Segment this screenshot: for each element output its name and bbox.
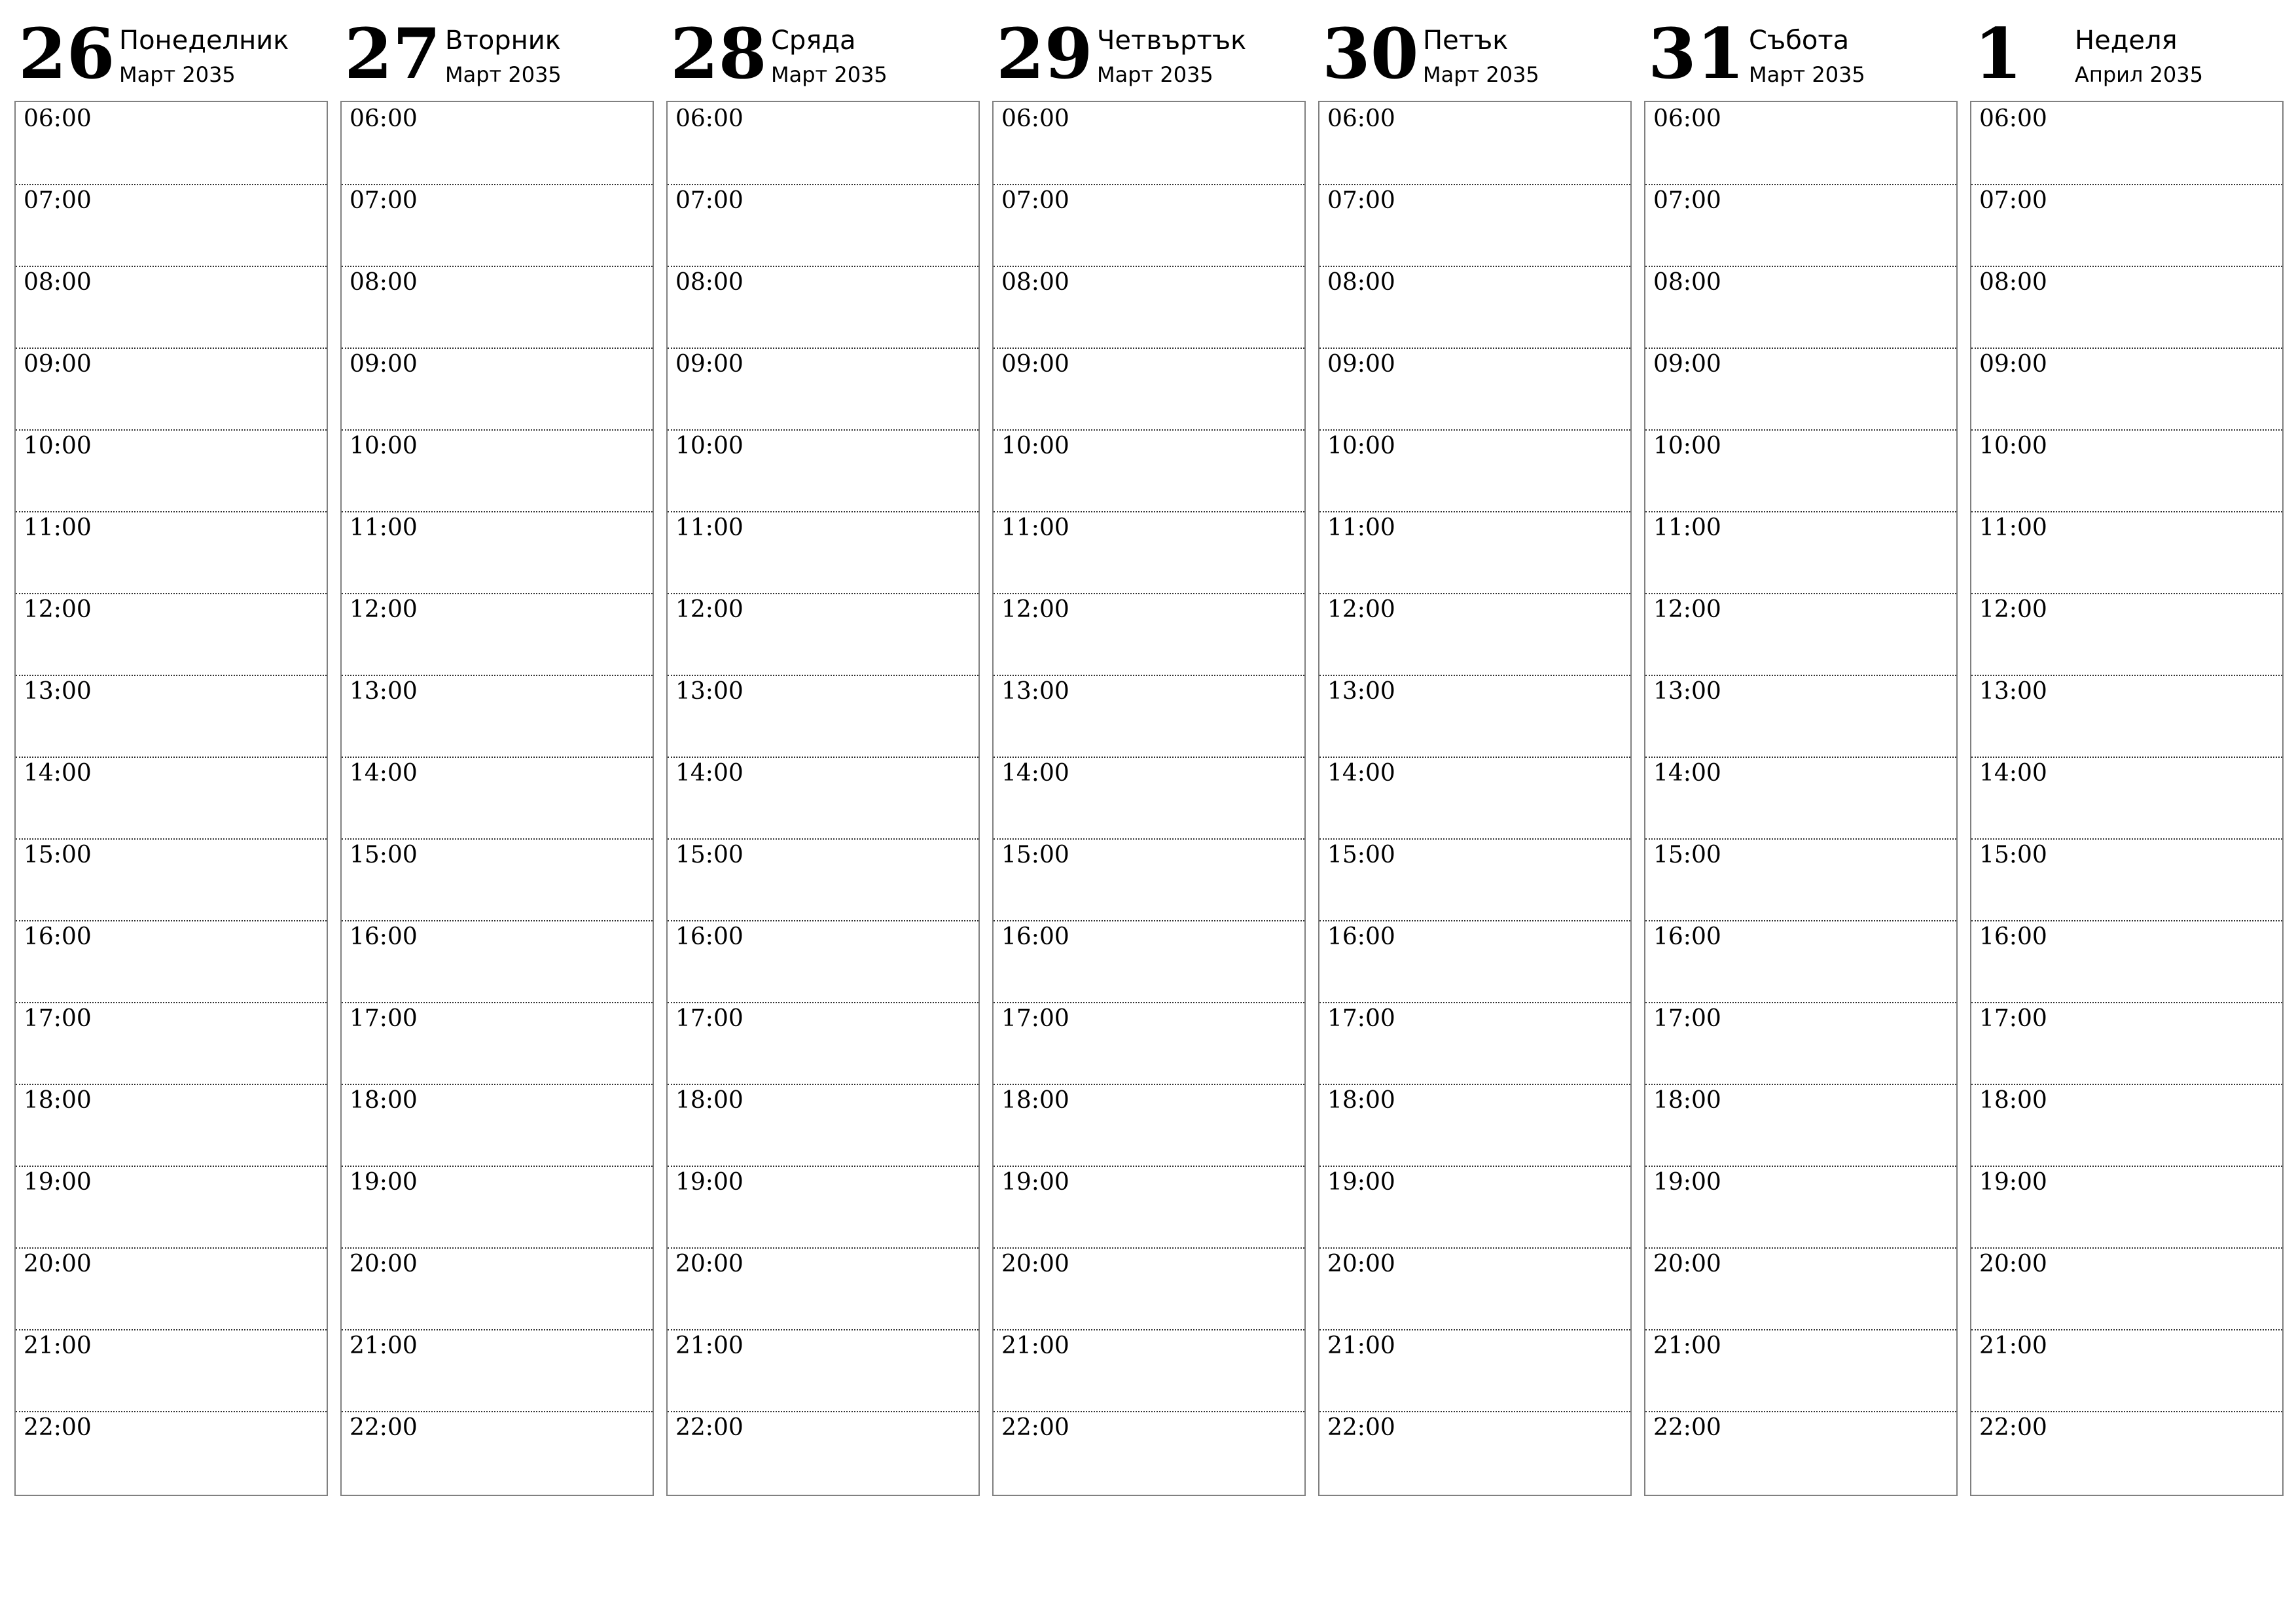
day-name: Понеделник xyxy=(119,26,289,56)
time-label: 22:00 xyxy=(675,1414,744,1441)
time-slot[interactable] xyxy=(1645,838,1956,921)
day-name: Неделя xyxy=(2075,26,2178,56)
time-slot[interactable] xyxy=(668,1411,978,1493)
time-slot[interactable] xyxy=(342,1166,653,1249)
time-label: 20:00 xyxy=(1001,1251,1069,1277)
time-slot[interactable] xyxy=(342,184,653,267)
time-label: 16:00 xyxy=(350,923,418,950)
time-label: 06:00 xyxy=(1001,105,1069,132)
time-label: 19:00 xyxy=(675,1169,744,1196)
day-column xyxy=(14,0,328,1505)
time-slot[interactable] xyxy=(1971,429,2282,512)
time-label: 18:00 xyxy=(24,1087,92,1114)
time-slot[interactable] xyxy=(994,266,1304,349)
time-slot[interactable] xyxy=(1971,1084,2282,1167)
time-slot[interactable] xyxy=(1971,266,2282,349)
day-number: 26 xyxy=(18,12,115,94)
time-slot[interactable] xyxy=(16,184,327,267)
time-label: 21:00 xyxy=(675,1332,744,1359)
time-label: 15:00 xyxy=(1653,842,1721,868)
time-label: 06:00 xyxy=(1327,105,1395,132)
time-slot[interactable] xyxy=(16,1166,327,1249)
time-slot[interactable] xyxy=(1319,757,1630,840)
time-label: 11:00 xyxy=(675,514,744,541)
day-month: Март 2035 xyxy=(1749,62,1865,87)
time-slot[interactable] xyxy=(342,1084,653,1167)
time-label: 09:00 xyxy=(24,351,92,378)
time-slot[interactable] xyxy=(1319,1329,1630,1412)
time-slot[interactable] xyxy=(342,266,653,349)
time-label: 17:00 xyxy=(675,1005,744,1032)
day-month: Март 2035 xyxy=(771,62,888,87)
time-slot[interactable] xyxy=(668,593,978,676)
time-slot[interactable] xyxy=(668,757,978,840)
day-month: Март 2035 xyxy=(1097,62,1213,87)
time-slot[interactable] xyxy=(1971,838,2282,921)
time-label: 13:00 xyxy=(1979,678,2047,705)
time-label: 11:00 xyxy=(350,514,418,541)
time-label: 15:00 xyxy=(350,842,418,868)
day-column xyxy=(1644,0,1958,1505)
time-slot[interactable] xyxy=(342,757,653,840)
time-slot[interactable] xyxy=(668,1166,978,1249)
time-slot[interactable] xyxy=(342,675,653,758)
time-slot[interactable] xyxy=(16,1084,327,1167)
time-slot[interactable] xyxy=(342,593,653,676)
time-slot[interactable] xyxy=(994,593,1304,676)
time-slot[interactable] xyxy=(1319,184,1630,267)
time-slot[interactable] xyxy=(1319,593,1630,676)
hourly-grid xyxy=(1644,101,1958,1496)
time-label: 11:00 xyxy=(24,514,92,541)
time-slot[interactable] xyxy=(1971,511,2282,594)
time-label: 21:00 xyxy=(350,1332,418,1359)
time-label: 12:00 xyxy=(1653,596,1721,623)
time-slot[interactable] xyxy=(16,1329,327,1412)
time-label: 08:00 xyxy=(350,269,418,296)
time-label: 22:00 xyxy=(1979,1414,2047,1441)
time-label: 10:00 xyxy=(675,433,744,459)
time-slot[interactable] xyxy=(668,1329,978,1412)
time-label: 08:00 xyxy=(24,269,92,296)
time-label: 10:00 xyxy=(24,433,92,459)
day-header xyxy=(340,0,654,98)
time-slot[interactable] xyxy=(1971,1166,2282,1249)
time-label: 13:00 xyxy=(1001,678,1069,705)
hourly-grid xyxy=(340,101,654,1496)
time-slot[interactable] xyxy=(1971,102,2282,185)
time-label: 21:00 xyxy=(1327,1332,1395,1359)
hourly-grid xyxy=(14,101,328,1496)
time-label: 11:00 xyxy=(1979,514,2047,541)
time-slot[interactable] xyxy=(994,1002,1304,1085)
time-slot[interactable] xyxy=(1645,920,1956,1003)
time-label: 13:00 xyxy=(675,678,744,705)
time-label: 15:00 xyxy=(24,842,92,868)
time-slot[interactable] xyxy=(1645,429,1956,512)
day-number: 1 xyxy=(1974,12,2022,94)
time-slot[interactable] xyxy=(16,348,327,431)
day-number: 31 xyxy=(1648,12,1745,94)
time-slot[interactable] xyxy=(1971,675,2282,758)
time-slot[interactable] xyxy=(16,593,327,676)
time-label: 07:00 xyxy=(675,187,744,214)
time-label: 10:00 xyxy=(1653,433,1721,459)
day-number: 30 xyxy=(1322,12,1419,94)
time-label: 18:00 xyxy=(1001,1087,1069,1114)
time-slot[interactable] xyxy=(1319,1002,1630,1085)
time-label: 18:00 xyxy=(1653,1087,1721,1114)
time-label: 08:00 xyxy=(1327,269,1395,296)
time-label: 12:00 xyxy=(24,596,92,623)
time-label: 22:00 xyxy=(24,1414,92,1441)
day-number: 27 xyxy=(344,12,441,94)
time-label: 22:00 xyxy=(1001,1414,1069,1441)
day-header xyxy=(14,0,328,98)
time-slot[interactable] xyxy=(16,102,327,185)
time-slot[interactable] xyxy=(342,1002,653,1085)
time-slot[interactable] xyxy=(1319,511,1630,594)
time-slot[interactable] xyxy=(994,920,1304,1003)
time-label: 07:00 xyxy=(1653,187,1721,214)
time-slot[interactable] xyxy=(16,1411,327,1493)
time-label: 12:00 xyxy=(1979,596,2047,623)
time-slot[interactable] xyxy=(1645,1247,1956,1330)
time-label: 09:00 xyxy=(350,351,418,378)
time-slot[interactable] xyxy=(994,838,1304,921)
day-column xyxy=(1318,0,1632,1505)
time-slot[interactable] xyxy=(1319,1411,1630,1493)
time-label: 18:00 xyxy=(1979,1087,2047,1114)
time-slot[interactable] xyxy=(994,348,1304,431)
time-slot[interactable] xyxy=(342,511,653,594)
time-slot[interactable] xyxy=(342,1247,653,1330)
day-header xyxy=(1970,0,2284,98)
time-label: 17:00 xyxy=(350,1005,418,1032)
time-label: 12:00 xyxy=(350,596,418,623)
hourly-grid xyxy=(1970,101,2284,1496)
time-slot[interactable] xyxy=(1645,348,1956,431)
time-slot[interactable] xyxy=(16,1247,327,1330)
time-slot[interactable] xyxy=(668,920,978,1003)
time-slot[interactable] xyxy=(1645,1084,1956,1167)
time-slot[interactable] xyxy=(668,184,978,267)
time-label: 09:00 xyxy=(1653,351,1721,378)
day-month: Март 2035 xyxy=(119,62,236,87)
time-slot[interactable] xyxy=(342,102,653,185)
day-header xyxy=(666,0,980,98)
time-label: 16:00 xyxy=(1979,923,2047,950)
time-slot[interactable] xyxy=(1319,920,1630,1003)
time-slot[interactable] xyxy=(1971,1329,2282,1412)
time-label: 08:00 xyxy=(1979,269,2047,296)
day-header xyxy=(992,0,1306,98)
day-number: 29 xyxy=(996,12,1093,94)
time-label: 06:00 xyxy=(1979,105,2047,132)
time-label: 09:00 xyxy=(1979,351,2047,378)
time-label: 19:00 xyxy=(1001,1169,1069,1196)
time-label: 06:00 xyxy=(350,105,418,132)
time-slot[interactable] xyxy=(1971,1247,2282,1330)
time-slot[interactable] xyxy=(1319,1166,1630,1249)
time-slot[interactable] xyxy=(1645,1002,1956,1085)
time-label: 07:00 xyxy=(1979,187,2047,214)
time-slot[interactable] xyxy=(1971,757,2282,840)
time-label: 07:00 xyxy=(24,187,92,214)
time-label: 19:00 xyxy=(1653,1169,1721,1196)
time-slot[interactable] xyxy=(994,102,1304,185)
time-slot[interactable] xyxy=(1319,1247,1630,1330)
time-label: 06:00 xyxy=(1653,105,1721,132)
time-slot[interactable] xyxy=(994,184,1304,267)
time-slot[interactable] xyxy=(668,675,978,758)
time-label: 09:00 xyxy=(1001,351,1069,378)
time-label: 12:00 xyxy=(675,596,744,623)
time-slot[interactable] xyxy=(668,1084,978,1167)
time-slot[interactable] xyxy=(994,511,1304,594)
time-slot[interactable] xyxy=(668,266,978,349)
time-slot[interactable] xyxy=(342,429,653,512)
time-label: 21:00 xyxy=(1653,1332,1721,1359)
time-slot[interactable] xyxy=(1645,757,1956,840)
time-label: 15:00 xyxy=(675,842,744,868)
time-label: 14:00 xyxy=(1327,760,1395,787)
time-label: 21:00 xyxy=(1001,1332,1069,1359)
time-slot[interactable] xyxy=(994,429,1304,512)
time-label: 18:00 xyxy=(675,1087,744,1114)
time-label: 20:00 xyxy=(1327,1251,1395,1277)
time-label: 13:00 xyxy=(1327,678,1395,705)
day-column xyxy=(340,0,654,1505)
time-slot[interactable] xyxy=(668,102,978,185)
time-label: 17:00 xyxy=(1979,1005,2047,1032)
time-label: 07:00 xyxy=(350,187,418,214)
time-label: 15:00 xyxy=(1001,842,1069,868)
time-label: 17:00 xyxy=(24,1005,92,1032)
time-label: 06:00 xyxy=(24,105,92,132)
time-label: 14:00 xyxy=(1001,760,1069,787)
day-name: Вторник xyxy=(445,26,561,56)
time-slot[interactable] xyxy=(994,757,1304,840)
time-slot[interactable] xyxy=(1645,1411,1956,1493)
time-slot[interactable] xyxy=(16,675,327,758)
day-name: Четвъртък xyxy=(1097,26,1247,56)
time-slot[interactable] xyxy=(1645,1166,1956,1249)
time-label: 13:00 xyxy=(1653,678,1721,705)
day-month: Март 2035 xyxy=(445,62,562,87)
time-slot[interactable] xyxy=(1319,266,1630,349)
time-label: 17:00 xyxy=(1327,1005,1395,1032)
time-slot[interactable] xyxy=(1971,1002,2282,1085)
time-slot[interactable] xyxy=(668,348,978,431)
time-label: 17:00 xyxy=(1653,1005,1721,1032)
time-slot[interactable] xyxy=(668,1002,978,1085)
time-label: 19:00 xyxy=(24,1169,92,1196)
time-label: 12:00 xyxy=(1001,596,1069,623)
time-slot[interactable] xyxy=(994,675,1304,758)
time-label: 22:00 xyxy=(1653,1414,1721,1441)
time-label: 20:00 xyxy=(1979,1251,2047,1277)
time-label: 18:00 xyxy=(350,1087,418,1114)
time-label: 14:00 xyxy=(24,760,92,787)
time-slot[interactable] xyxy=(1971,184,2282,267)
time-label: 16:00 xyxy=(1653,923,1721,950)
hourly-grid xyxy=(666,101,980,1496)
day-number: 28 xyxy=(670,12,767,94)
day-month: Април 2035 xyxy=(2075,62,2203,87)
time-slot[interactable] xyxy=(994,1166,1304,1249)
time-slot[interactable] xyxy=(994,1411,1304,1493)
time-slot[interactable] xyxy=(1319,348,1630,431)
time-label: 11:00 xyxy=(1001,514,1069,541)
time-label: 12:00 xyxy=(1327,596,1395,623)
time-slot[interactable] xyxy=(1971,348,2282,431)
time-label: 07:00 xyxy=(1001,187,1069,214)
hourly-grid xyxy=(1318,101,1632,1496)
day-column xyxy=(1970,0,2284,1505)
day-name: Петък xyxy=(1423,26,1509,56)
day-column xyxy=(992,0,1306,1505)
day-header xyxy=(1644,0,1958,98)
time-slot[interactable] xyxy=(16,838,327,921)
time-slot[interactable] xyxy=(1319,429,1630,512)
time-label: 14:00 xyxy=(350,760,418,787)
time-label: 10:00 xyxy=(1327,433,1395,459)
time-label: 17:00 xyxy=(1001,1005,1069,1032)
time-slot[interactable] xyxy=(16,920,327,1003)
time-slot[interactable] xyxy=(1645,266,1956,349)
day-header xyxy=(1318,0,1632,98)
time-label: 13:00 xyxy=(350,678,418,705)
time-slot[interactable] xyxy=(342,1411,653,1493)
time-label: 13:00 xyxy=(24,678,92,705)
time-label: 11:00 xyxy=(1327,514,1395,541)
time-slot[interactable] xyxy=(1971,1411,2282,1493)
time-label: 16:00 xyxy=(1327,923,1395,950)
day-month: Март 2035 xyxy=(1423,62,1539,87)
time-slot[interactable] xyxy=(1971,920,2282,1003)
time-slot[interactable] xyxy=(16,429,327,512)
time-slot[interactable] xyxy=(1319,675,1630,758)
time-label: 08:00 xyxy=(1001,269,1069,296)
time-label: 07:00 xyxy=(1327,187,1395,214)
time-label: 18:00 xyxy=(1327,1087,1395,1114)
day-name: Сряда xyxy=(771,26,856,56)
hourly-grid xyxy=(992,101,1306,1496)
time-slot[interactable] xyxy=(1319,838,1630,921)
time-label: 11:00 xyxy=(1653,514,1721,541)
time-slot[interactable] xyxy=(1319,1084,1630,1167)
time-slot[interactable] xyxy=(994,1084,1304,1167)
time-slot[interactable] xyxy=(1645,593,1956,676)
time-slot[interactable] xyxy=(994,1247,1304,1330)
time-label: 09:00 xyxy=(675,351,744,378)
time-slot[interactable] xyxy=(342,838,653,921)
time-slot[interactable] xyxy=(16,266,327,349)
time-label: 16:00 xyxy=(24,923,92,950)
time-label: 16:00 xyxy=(675,923,744,950)
day-column xyxy=(666,0,980,1505)
time-slot[interactable] xyxy=(668,838,978,921)
time-label: 10:00 xyxy=(350,433,418,459)
time-slot[interactable] xyxy=(1645,511,1956,594)
time-slot[interactable] xyxy=(1319,102,1630,185)
time-label: 08:00 xyxy=(675,269,744,296)
time-label: 20:00 xyxy=(350,1251,418,1277)
time-slot[interactable] xyxy=(668,1247,978,1330)
time-label: 19:00 xyxy=(1979,1169,2047,1196)
time-label: 19:00 xyxy=(350,1169,418,1196)
time-slot[interactable] xyxy=(1645,675,1956,758)
time-label: 14:00 xyxy=(1653,760,1721,787)
time-label: 09:00 xyxy=(1327,351,1395,378)
time-label: 15:00 xyxy=(1327,842,1395,868)
time-label: 10:00 xyxy=(1001,433,1069,459)
time-slot[interactable] xyxy=(1645,102,1956,185)
time-label: 21:00 xyxy=(1979,1332,2047,1359)
time-label: 10:00 xyxy=(1979,433,2047,459)
time-slot[interactable] xyxy=(342,348,653,431)
time-label: 06:00 xyxy=(675,105,744,132)
time-label: 15:00 xyxy=(1979,842,2047,868)
time-label: 22:00 xyxy=(1327,1414,1395,1441)
time-slot[interactable] xyxy=(16,511,327,594)
time-label: 20:00 xyxy=(24,1251,92,1277)
time-slot[interactable] xyxy=(16,757,327,840)
time-slot[interactable] xyxy=(342,920,653,1003)
time-slot[interactable] xyxy=(1645,1329,1956,1412)
day-name: Събота xyxy=(1749,26,1850,56)
time-slot[interactable] xyxy=(668,511,978,594)
time-slot[interactable] xyxy=(342,1329,653,1412)
time-slot[interactable] xyxy=(668,429,978,512)
time-label: 20:00 xyxy=(675,1251,744,1277)
time-slot[interactable] xyxy=(16,1002,327,1085)
time-label: 14:00 xyxy=(1979,760,2047,787)
time-label: 19:00 xyxy=(1327,1169,1395,1196)
time-label: 22:00 xyxy=(350,1414,418,1441)
time-label: 16:00 xyxy=(1001,923,1069,950)
time-slot[interactable] xyxy=(994,1329,1304,1412)
time-slot[interactable] xyxy=(1645,184,1956,267)
time-label: 20:00 xyxy=(1653,1251,1721,1277)
time-label: 14:00 xyxy=(675,760,744,787)
time-slot[interactable] xyxy=(1971,593,2282,676)
time-label: 08:00 xyxy=(1653,269,1721,296)
time-label: 21:00 xyxy=(24,1332,92,1359)
